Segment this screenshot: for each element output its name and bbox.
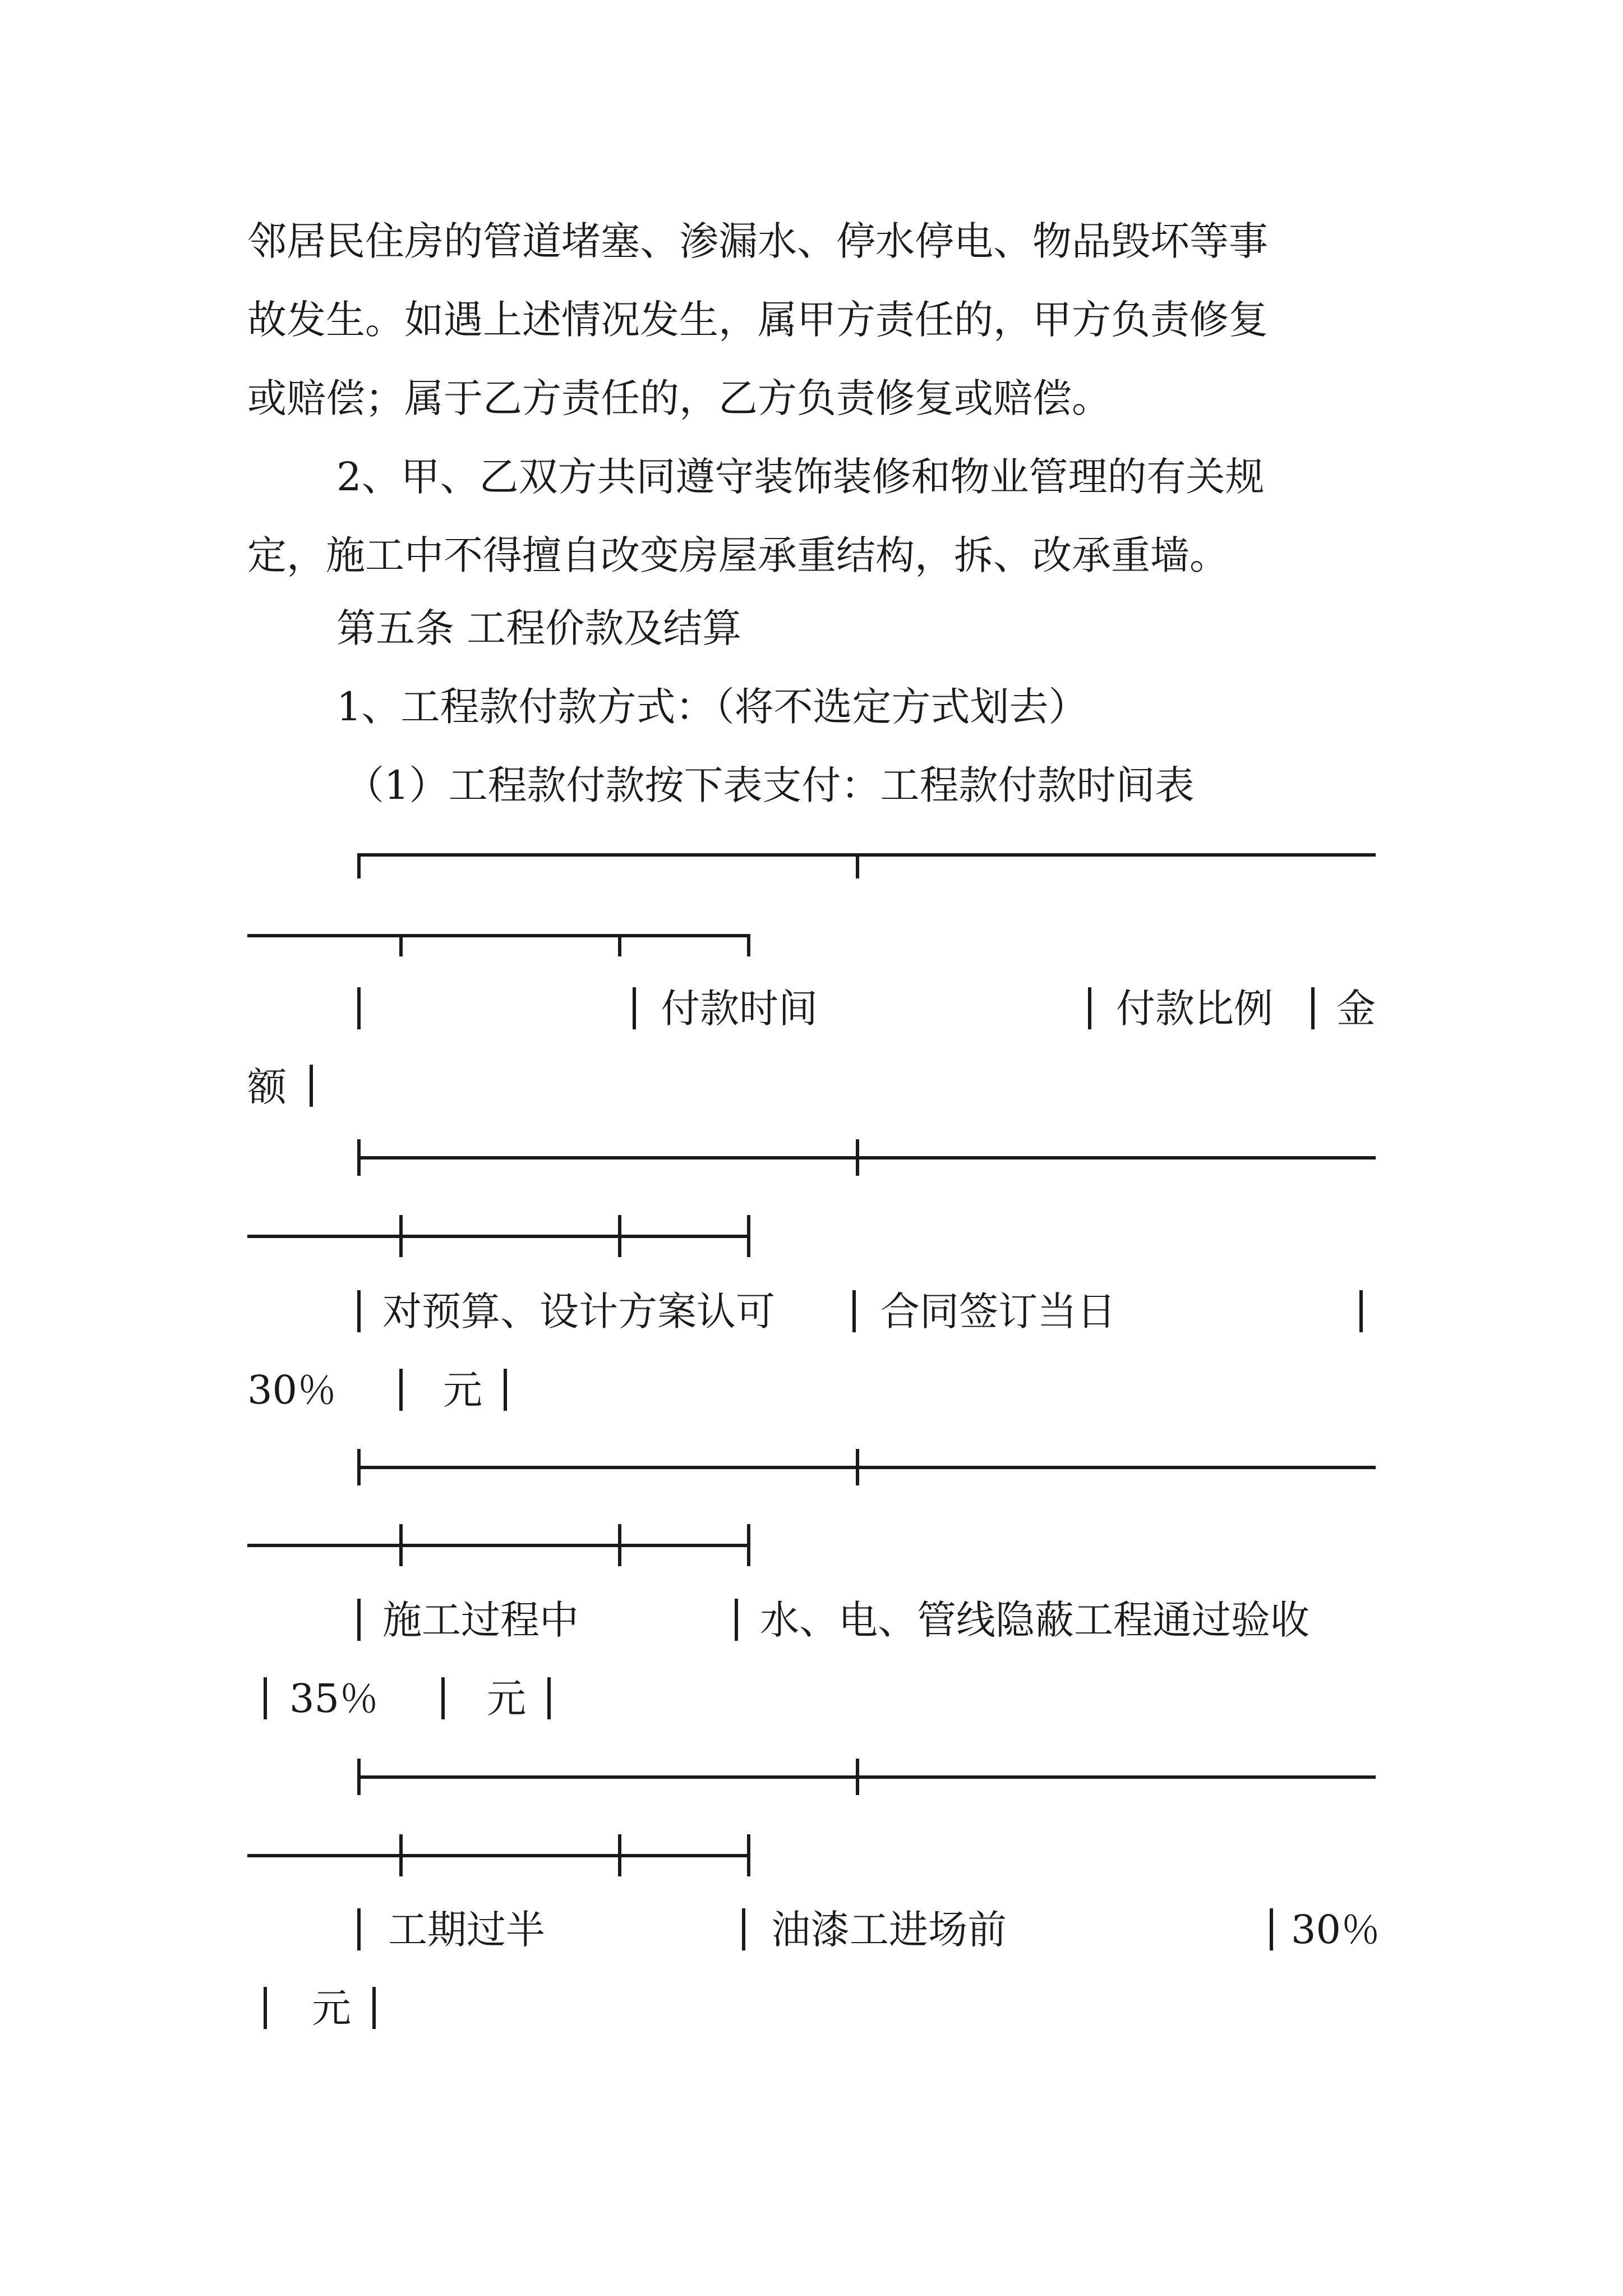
table-border: [618, 1524, 621, 1566]
table-border: [357, 1775, 1376, 1779]
paragraph-line: 2、甲、乙双方共同遵守装饰装修和物业管理的有关规: [336, 454, 1265, 500]
table-border: [618, 934, 621, 956]
table-border: [856, 1759, 859, 1795]
table-border: [247, 1544, 750, 1547]
table-border: [357, 1156, 1376, 1159]
paragraph-line: 故发生。如遇上述情况发生，属甲方责任的，甲方负责修复: [247, 297, 1268, 343]
table-border: [1311, 987, 1315, 1029]
table-border: [357, 1908, 361, 1950]
table-border: [357, 853, 361, 878]
header-ratio: 付款比例: [1116, 986, 1273, 1032]
table-border: [856, 1449, 859, 1485]
table-border: [372, 1987, 376, 2029]
table-border: [357, 1449, 361, 1485]
section-heading: 第五条 工程价款及结算: [336, 605, 742, 651]
table-border: [1088, 987, 1091, 1029]
header-time: 付款时间: [661, 986, 818, 1032]
table-border: [247, 934, 750, 937]
table-border: [618, 1834, 621, 1876]
row-stage: 对预算、设计方案认可: [382, 1289, 775, 1335]
table-border: [399, 934, 403, 956]
table-border: [618, 1215, 621, 1257]
table-border: [742, 1908, 745, 1950]
table-border: [264, 1677, 267, 1719]
table-border: [399, 1524, 403, 1566]
table-border: [856, 1139, 859, 1176]
table-border: [735, 1599, 738, 1641]
table-border: [310, 1065, 313, 1107]
table-border: [357, 987, 361, 1029]
table-border: [856, 853, 859, 878]
row-time: 油漆工进场前: [771, 1907, 1007, 1953]
table-border: [357, 1599, 361, 1641]
row-ratio: 35％: [289, 1676, 379, 1722]
table-border: [357, 1139, 361, 1176]
table-border: [747, 1215, 750, 1257]
table-border: [357, 1466, 1376, 1469]
table-border: [399, 1215, 403, 1257]
paragraph-line: 定，施工中不得擅自改变房屋承重结构，拆、改承重墙。: [247, 532, 1229, 578]
paragraph-line: 或赔偿；属于乙方责任的，乙方负责修复或赔偿。: [247, 375, 1111, 421]
table-border: [547, 1677, 551, 1719]
table-border: [633, 987, 636, 1029]
table-border: [747, 1524, 750, 1566]
header-amount: 金: [1336, 986, 1376, 1032]
table-border: [747, 934, 750, 956]
row-time: 合同签订当日: [880, 1289, 1116, 1335]
table-border: [399, 1369, 403, 1411]
table-border: [357, 1759, 361, 1795]
list-item: （1）工程款付款按下表支付：工程款付款时间表: [345, 762, 1195, 808]
table-border: [247, 1854, 750, 1857]
table-border: [399, 1834, 403, 1876]
row-stage: 施工过程中: [382, 1597, 579, 1643]
table-border: [852, 1290, 856, 1332]
table-border: [357, 853, 1376, 857]
table-border: [504, 1369, 507, 1411]
list-item: 1、工程款付款方式：（将不选定方式划去）: [336, 684, 1088, 730]
table-border: [441, 1677, 445, 1719]
table-border: [247, 1235, 750, 1238]
row-amount: 元: [487, 1676, 526, 1722]
row-amount: 元: [312, 1985, 351, 2031]
table-border: [264, 1987, 267, 2029]
paragraph-line: 邻居民住房的管道堵塞、渗漏水、停水停电、物品毁坏等事: [247, 218, 1268, 264]
header-amount: 额: [247, 1064, 287, 1110]
table-border: [357, 1290, 361, 1332]
row-time: 水、电、管线隐蔽工程通过验收: [760, 1597, 1310, 1643]
row-ratio: 30％: [247, 1367, 337, 1413]
row-amount: 元: [443, 1367, 482, 1413]
table-border: [1359, 1290, 1363, 1332]
table-border: [747, 1834, 750, 1876]
row-ratio: 30％: [1291, 1907, 1381, 1953]
table-border: [1270, 1908, 1273, 1950]
row-stage: 工期过半: [388, 1907, 545, 1953]
